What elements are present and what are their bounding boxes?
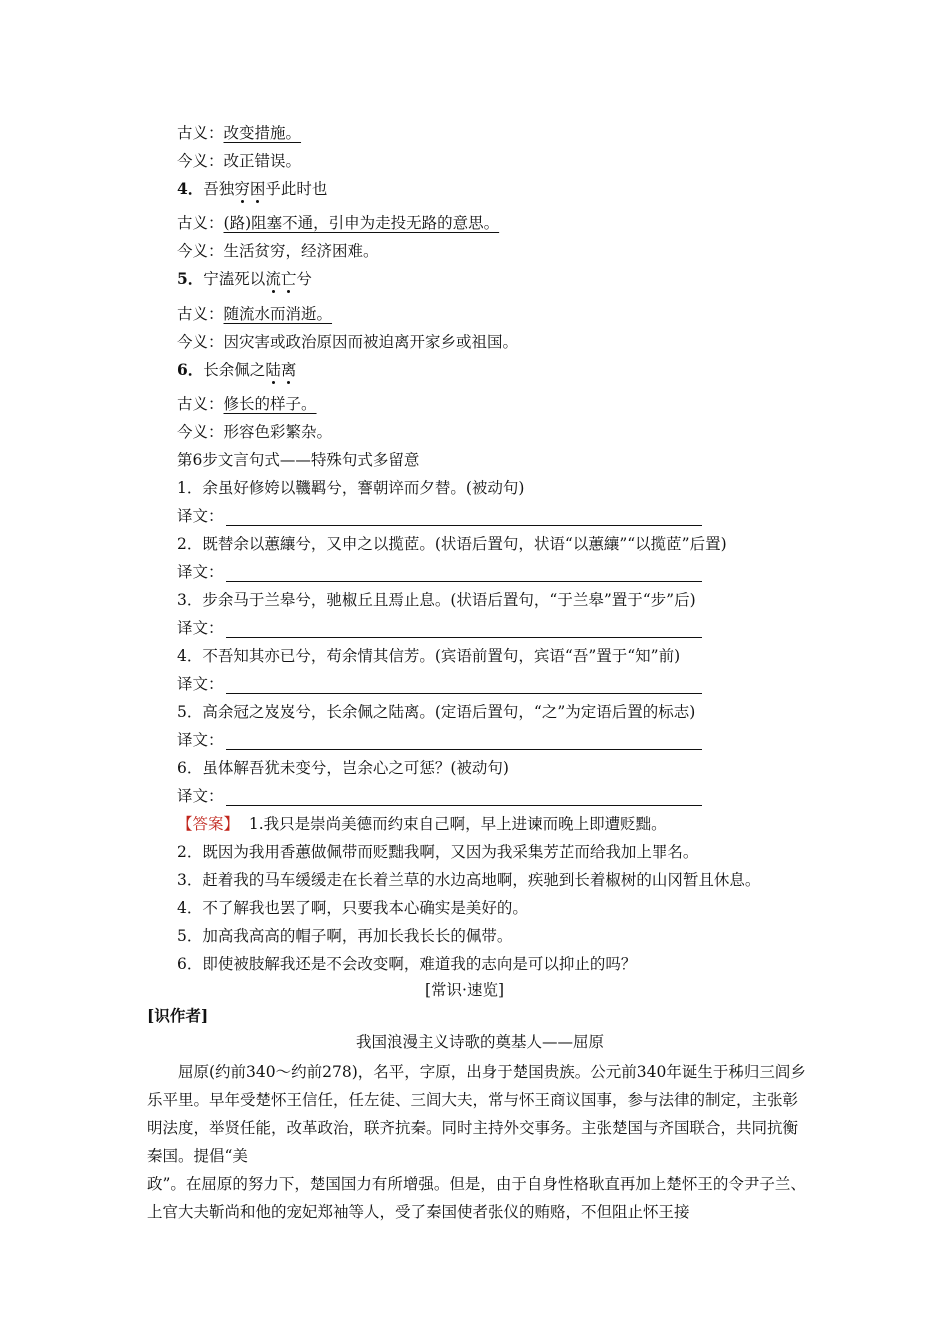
section-subtitle: 我国浪漫主义诗歌的奠基人——屈原 [356,1033,605,1051]
translation-4[interactable]: 译文： [177,674,702,694]
answer-4: 4．不了解我也罢了啊，只要我本心确实是美好的。 [177,899,528,917]
answer-5: 5．加高我高高的帽子啊，再加长我长长的佩带。 [177,927,513,945]
vocab3-new: 今义：改正错误。 [177,152,302,170]
answer-2: 2．既因为我用香蕙做佩带而贬黜我啊，又因为我采集芳芷而给我加上罪名。 [177,843,699,861]
vocab3-old: 古义：改变措施。 [177,124,302,142]
vocab6-sentence: 6．长余佩之陆离 [177,360,297,379]
sentence-2: 2．既替余以蕙纕兮，又申之以揽茝。(状语后置句，状语“以蕙纕”“以揽茝”后置) [177,535,727,553]
sentence-3: 3．步余马于兰皋兮，驰椒丘且焉止息。(状语后置句，“于兰皋”置于“步”后) [177,591,696,609]
vocab6-old: 古义：修长的样子。 [177,395,317,413]
section-heading: [常识·速览] [425,981,505,999]
vocab4-old: 古义：(路)阻塞不通，引申为走投无路的意思。 [177,214,500,232]
author-tag: [识作者] [147,1006,209,1025]
translation-5[interactable]: 译文： [177,730,702,750]
author-paragraph-2: 政”。在屈原的努力下，楚国国力有所增强。但是，由于自身性格耿直再加上楚怀王的令尹子兰、上官大夫靳尚和他的宠妃郑袖等人，受了秦国使者张仪的贿赂，不但阻止怀王接 [147,1175,806,1221]
vocab6-new: 今义：形容色彩繁杂。 [177,423,333,441]
translation-6[interactable]: 译文： [177,786,702,806]
step6-title: 第6步文言句式——特殊句式多留意 [177,451,420,469]
vocab5-old: 古义：随流水而消逝。 [177,305,333,323]
answer-tag: 【答案】 [177,815,240,833]
translation-1[interactable]: 译文： [177,506,702,526]
translation-2[interactable]: 译文： [177,562,702,582]
author-paragraph-1: 屈原(约前340～约前278)，名平，字原，出身于楚国贵族。公元前340年诞生于秭归三闾乡乐平里。早年受楚怀王信任，任左徒、三闾大夫，常与怀王商议国事，参与法律的制定，主张彰明法度，举贤任能，改革政治，联齐抗秦。同时主持外交事务。主张楚国与齐国联合，共同抗衡秦国。提倡“美 [147,1063,806,1165]
sentence-6: 6．虽体解吾犹未变兮，岂余心之可惩？(被动句) [177,759,509,777]
author-paragraph [147,1058,807,1226]
answer-6: 6．即使被肢解我还是不会改变啊，难道我的志向是可以抑止的吗？ [177,955,637,973]
translation-3[interactable]: 译文： [177,618,702,638]
answer-3: 3．赶着我的马车缓缓走在长着兰草的水边高地啊，疾驰到长着椒树的山冈暂且休息。 [177,871,761,889]
vocab4-sentence: 4．吾独穷困乎此时也 [177,179,328,198]
sentence-5: 5．高余冠之岌岌兮，长余佩之陆离。(定语后置句，“之”为定语后置的标志) [177,703,696,721]
sentence-4: 4．不吾知其亦已兮，苟余情其信芳。(宾语前置句，宾语“吾”置于“知”前) [177,647,681,665]
vocab5-new: 今义：因灾害或政治原因而被迫离开家乡或祖国。 [177,333,519,351]
answer-1: 【答案】 1.我只是崇尚美德而约束自己啊，早上进谏而晚上即遭贬黜。 [177,815,667,833]
vocab5-sentence: 5．宁溘死以流亡兮 [177,269,312,288]
sentence-1: 1．余虽好修姱以鞿羁兮，謇朝谇而夕替。(被动句) [177,479,525,497]
vocab4-new: 今义：生活贫穷，经济困难。 [177,242,379,260]
